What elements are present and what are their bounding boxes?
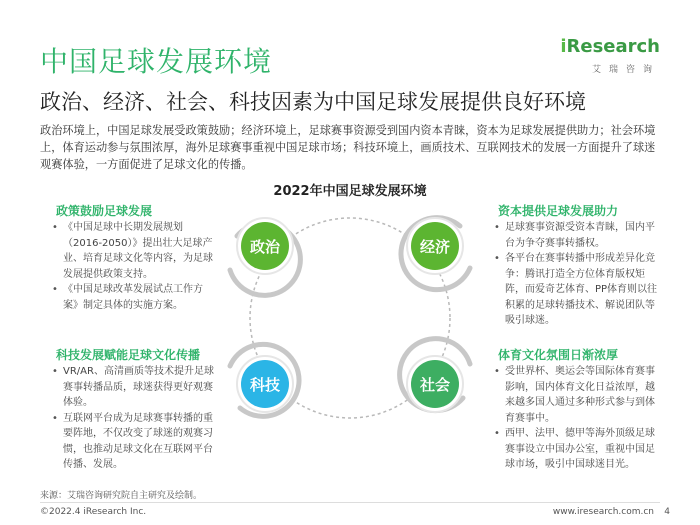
page-subtitle: 政治、经济、社会、科技因素为中国足球发展提供良好环境: [40, 90, 586, 114]
footer-divider: [40, 502, 660, 503]
logo-brand: iResearch: [560, 36, 660, 57]
technology-list: [52, 364, 217, 473]
list-item: • 受世界杯、奥运会等国际体育赛事影响，国内体育文化日益浓厚，越来越多国人通过多种形式参与到体育赛事中。: [494, 364, 664, 426]
technology-circle: [230, 344, 299, 416]
technology-label: 科技: [249, 376, 281, 394]
economy-label: 经济: [419, 238, 451, 256]
politics-section-title: 政策鼓励足球发展: [56, 204, 153, 218]
website-url: www.iresearch.com.cn: [552, 507, 654, 517]
environment-diagram: [220, 198, 480, 438]
page-number: 4: [664, 507, 670, 517]
list-item: • 《中国足球改革发展试点工作方案》制定具体的实施方案。: [52, 282, 217, 313]
list-item: • 各平台在赛事转播中形成差异化竞争：腾讯打造全方位体育版权矩阵，而爱奇艺体育、PP体育则以往积累的足球转播技术、解说团队等吸引球迷。: [494, 251, 664, 329]
diagram-title: 2022年中国足球发展环境: [273, 184, 427, 199]
list-item: • 互联网平台成为足球赛事转播的重要阵地，不仅改变了球迷的观赛习惯，也推动足球文化在互联网平台传播、发展。: [52, 411, 217, 473]
economy-section-title: 资本提供足球发展助力: [498, 204, 619, 218]
economy-list: [494, 220, 664, 329]
page-title: 中国足球发展环境: [40, 45, 273, 78]
source-note: 来源：艾瑞咨询研究院自主研究及绘制。: [40, 491, 203, 501]
society-section-title: 体育文化氛围日渐浓厚: [498, 348, 619, 362]
society-list: [494, 364, 664, 473]
copyright: ©2022.4 iResearch Inc.: [40, 507, 147, 517]
list-item: • 西甲、法甲、德甲等海外顶级足球赛事设立中国办公室，重视中国足球市场，吸引中国球迷目光。: [494, 426, 664, 473]
list-item: • 《中国足球中长期发展规划（2016-2050）》提出壮大足球产业、培育足球文化等内容，为足球发展提供政策支持。: [52, 220, 217, 282]
iresearch-logo: [560, 36, 660, 86]
politics-label: 政治: [249, 238, 281, 256]
society-label: 社会: [419, 376, 451, 394]
logo-subtitle: 艾瑞咨询: [591, 65, 660, 75]
politics-list: [52, 220, 217, 313]
list-item: • VR/AR、高清画质等技术提升足球赛事转播品质，球迷获得更好观赛体验。: [52, 364, 217, 411]
politics-circle: [230, 218, 300, 295]
society-circle: [400, 339, 470, 412]
economy-circle: [401, 218, 470, 290]
intro-paragraph: 政治环境上，中国足球发展受政策鼓励；经济环境上，足球赛事资源受到国内资本青睐，资本为足球发展提供助力；社会环境上，体育运动参与氛围浓厚，海外足球赛事重视中国足球市场；科技环境上，画质技术、互联网技术的发展一方面提升了球迷观赛体验，一方面促进了足球文化的传播。: [40, 124, 656, 171]
list-item: • 足球赛事资源受资本青睐，国内平台为争夺赛事转播权。: [494, 220, 664, 251]
technology-section-title: 科技发展赋能足球文化传播: [56, 348, 201, 362]
